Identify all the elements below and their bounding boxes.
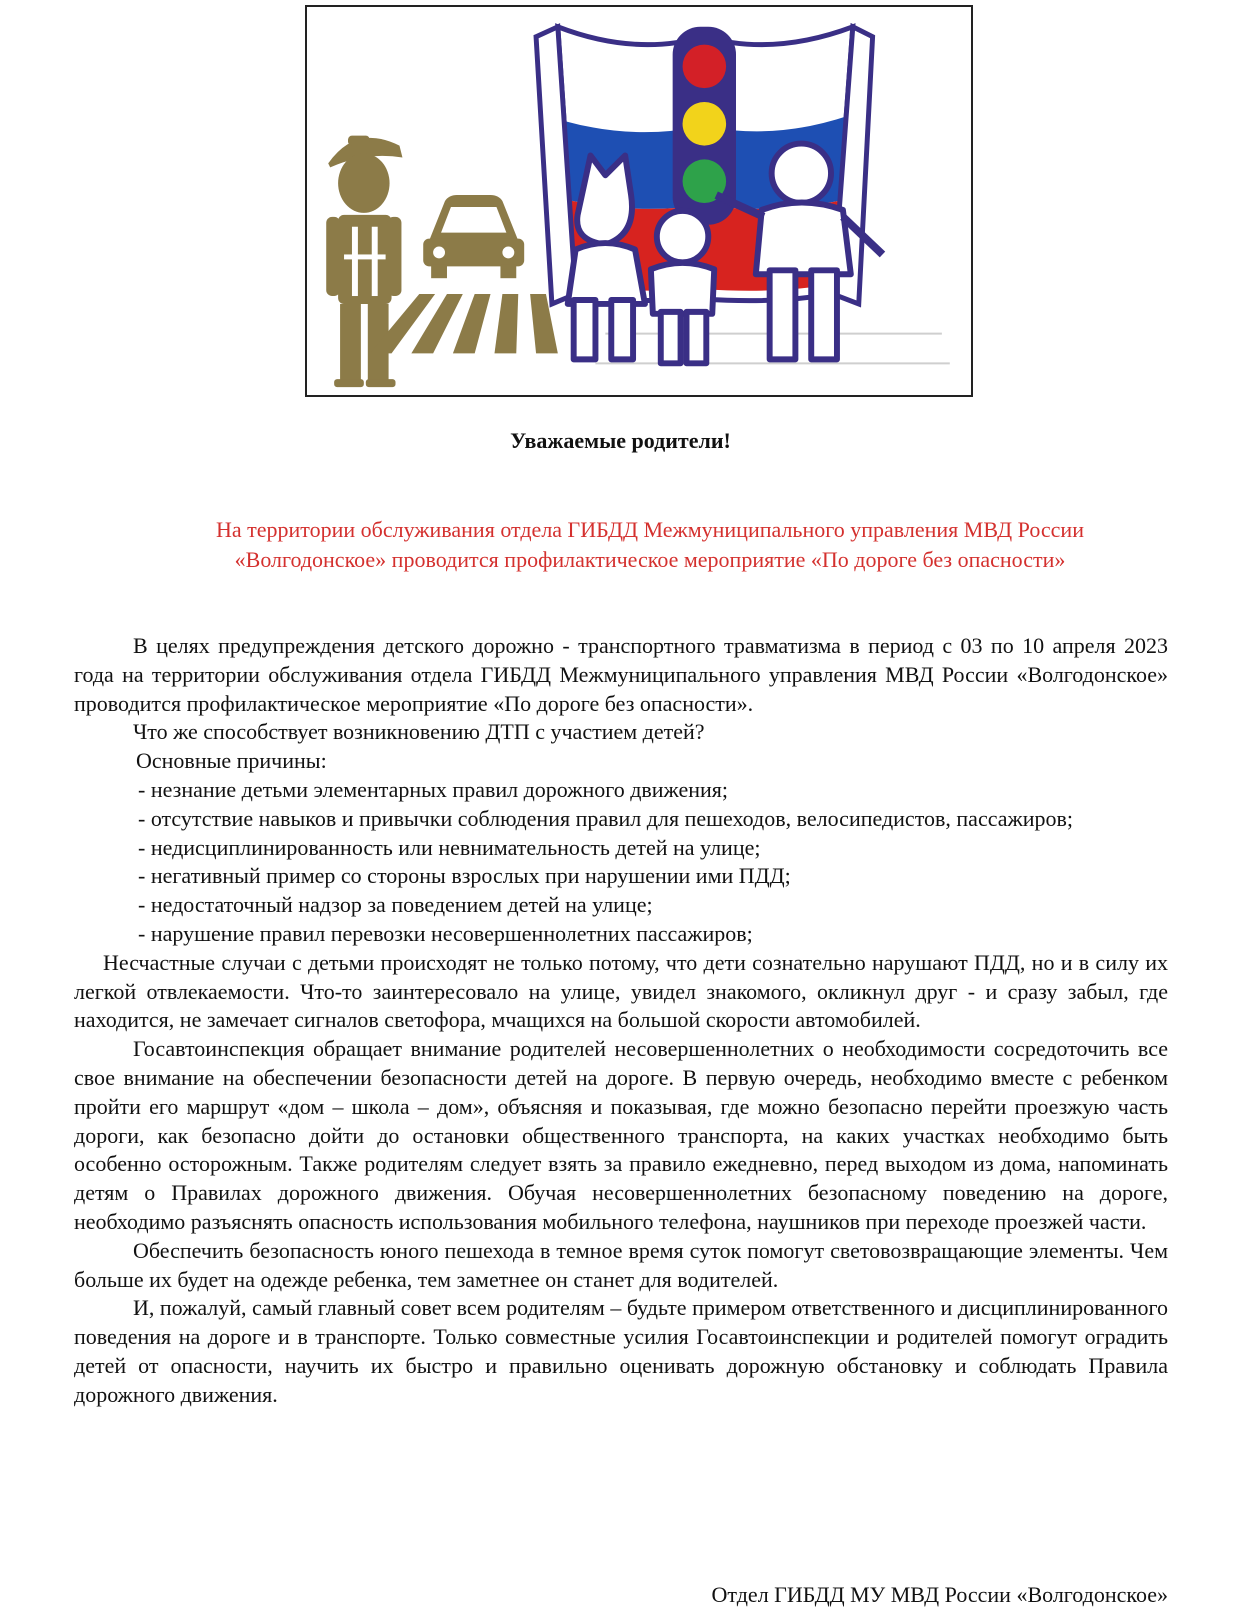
letter-body [74,632,1168,1410]
accidents-paragraph: Несчастные случаи с детьми происходят не только потому, что дети сознательно нарушают ПДД, но и в силу их легкой отвлекаемости. Что-то заинтересовало на улице, увидел знакомого, окликнул друг - и сразу забыл, где находится, не замечает сигналов светофора, мчащихся на большой скорости автомобилей. [74,949,1168,1033]
reasons-title: Основные причины: [136,748,327,774]
announcement [120,515,1180,575]
advice-paragraph: И, пожалуй, самый главный совет всем родителям – будьте примером ответственного и дисциплинированного поведения на дороге и в транспорте. Только совместные усилия Госавтоинспекции и родителей помогут оградить детей от опасности, научить их быстро и правильно оценивать дорожную обстановку и соблюдать Правила дорожного движения. [74,1295,1168,1407]
announcement-line-2: «Волгодонское» проводится профилактическое мероприятие «По дороге без опасности» [234,547,1066,572]
crosswalk-stripes [370,294,558,353]
gai-paragraph: Госавтоинспекция обращает внимание родителей несовершеннолетних о необходимости сосредоточить все свое внимание на обеспечении безопасности детей на дороге. В первую очередь, необходимо вместе с ребенком пройти его маршрут «дом – школа – дом», объясняя и показывая, где можно безопасно перейти проезжую часть дороги, как безопасно дойти до остановки общественного транспорта, на каких участках необходимо быть особенно осторожным. Также родителям следует взять за правило ежедневно, перед выходом из дома, напоминать детям о Правилах дорожного движения. Обучая несовершеннолетних безопасному поведению на дороге, необходимо разъяснять опасность использования мобильного телефона, наушников при переходе проезжей части. [74,1036,1168,1234]
traffic-light-icon [673,27,736,225]
reason-item: - недисциплинированность или невнимательность детей на улице; [138,834,761,860]
announcement-line-1: На территории обслуживания отдела ГИБДД Межмуниципального управления МВД России [216,517,1084,542]
reflective-paragraph: Обеспечить безопасность юного пешехода в темное время суток помогут световозвращающие элементы. Чем больше их будет на одежде ребенка, тем заметнее он станет для водителей. [74,1237,1168,1292]
greeting-heading: Уважаемые родители! [510,428,731,453]
intro-paragraph: В целях предупреждения детского дорожно - транспортного травматизма в период с 03 по 10 апреля 2023 года на территории обслуживания отдела ГИБДД Межмуниципального управления МВД России «Волгодонское» проводится профилактическое мероприятие «По дороге без опасности». [74,633,1168,716]
reason-item: - недостаточный надзор за поведением детей на улице; [138,892,653,918]
road-safety-illustration [305,5,973,397]
reason-item: - негативный пример со стороны взрослых при нарушении ими ПДД; [138,863,791,889]
reason-item: - отсутствие навыков и привычки соблюдения правил для пешеходов, велосипедистов, пассажиров; [138,805,1073,831]
car-icon [423,195,524,278]
reason-item: - нарушение правил перевозки несовершеннолетних пассажиров; [138,920,753,946]
question-paragraph: Что же способствует возникновению ДТП с участием детей? [133,719,705,745]
reason-item: - незнание детьми элементарных правил дорожного движения; [138,776,729,802]
signature: Отдел ГИБДД МУ МВД России «Волгодонское» [711,1582,1168,1607]
